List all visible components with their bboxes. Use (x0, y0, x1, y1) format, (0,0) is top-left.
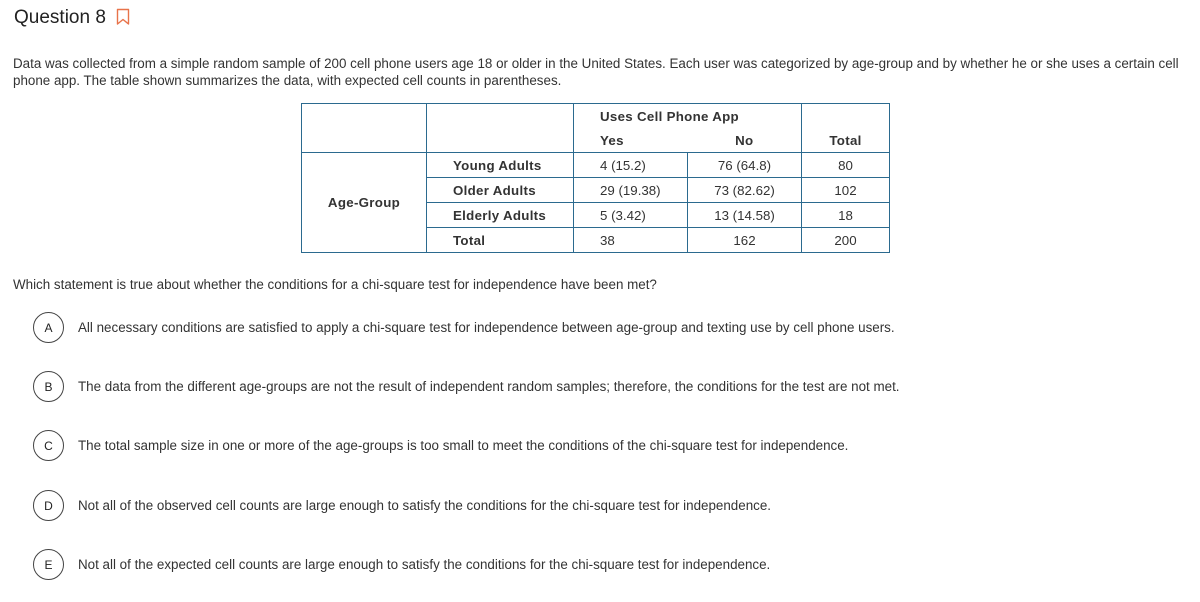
choice-text-a: All necessary conditions are satisfied to apply a chi-square test for independence between age-group and texting use by cell phone users. (78, 320, 895, 335)
answer-choice-d[interactable] (33, 490, 771, 521)
table-cell: 80 (802, 153, 890, 178)
choice-text-c: The total sample size in one or more of the age-groups is too small to meet the conditions of the chi-square test for independence. (78, 438, 849, 453)
choice-letter-c[interactable]: C (33, 430, 64, 461)
table-cell: 5 (3.42) (574, 203, 688, 228)
row-label: Total (427, 228, 574, 253)
row-label: Elderly Adults (427, 203, 574, 228)
table-cell: 18 (802, 203, 890, 228)
question-prompt: Which statement is true about whether the conditions for a chi-square test for independence have been met? (13, 277, 657, 292)
question-title: Question 8 (14, 7, 106, 28)
choice-text-e: Not all of the expected cell counts are large enough to satisfy the conditions for the chi-square test for independence. (78, 557, 771, 572)
table-cell: 102 (802, 178, 890, 203)
choice-text-b: The data from the different age-groups are not the result of independent random samples; therefore, the conditions for the test are not met. (78, 379, 900, 394)
row-label: Older Adults (427, 178, 574, 203)
answer-choice-c[interactable] (33, 430, 848, 461)
choice-letter-d[interactable]: D (33, 490, 64, 521)
table-row (302, 104, 890, 129)
choice-letter-a[interactable]: A (33, 312, 64, 343)
table-cell: 73 (82.62) (688, 178, 802, 203)
table-cell: 4 (15.2) (574, 153, 688, 178)
row-label: Young Adults (427, 153, 574, 178)
table-cell: 38 (574, 228, 688, 253)
question-stem: Data was collected from a simple random sample of 200 cell phone users age 18 or older in the United States. Each user was categorized by age-group and by whether he or she uses a certain cell phone app. The table shown summarizes the data, with expected cell counts in parentheses. (13, 56, 1179, 88)
table-cell: 13 (14.58) (688, 203, 802, 228)
choice-text-d: Not all of the observed cell counts are large enough to satisfy the conditions for the chi-square test for independence. (78, 498, 772, 513)
table-cell: 76 (64.8) (688, 153, 802, 178)
question-header (14, 7, 130, 29)
table-cell: 29 (19.38) (574, 178, 688, 203)
table-row (302, 153, 890, 178)
table-cell: 200 (802, 228, 890, 253)
column-header-no: No (688, 128, 802, 153)
answer-choice-a[interactable] (33, 312, 895, 343)
choice-letter-e[interactable]: E (33, 549, 64, 580)
choice-letter-b[interactable]: B (33, 371, 64, 402)
bookmark-icon[interactable] (116, 8, 130, 26)
answer-choice-e[interactable] (33, 549, 770, 580)
table-row (302, 128, 890, 153)
column-group-header: Uses Cell Phone App (574, 104, 802, 129)
column-header-yes: Yes (574, 128, 688, 153)
contingency-table (301, 103, 890, 253)
answer-choice-b[interactable] (33, 371, 900, 402)
table-cell: 162 (688, 228, 802, 253)
column-header-total: Total (802, 128, 890, 153)
row-group-label: Age-Group (302, 153, 427, 253)
